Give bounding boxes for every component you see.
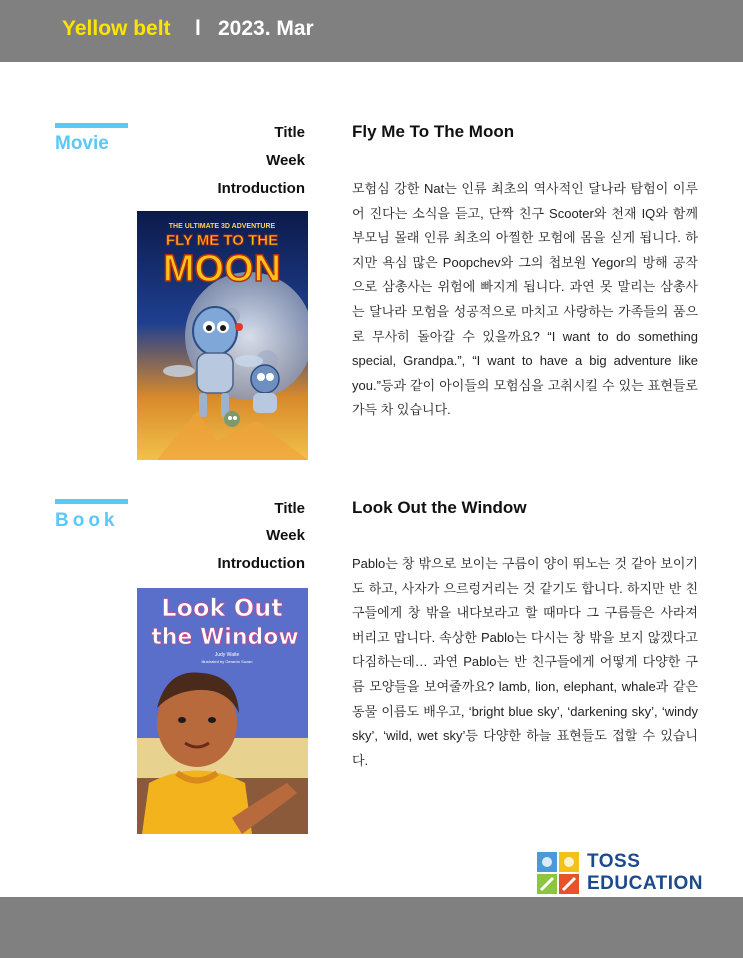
footer-bar [0,897,743,958]
movie-poster-tagline: THE ULTIMATE 3D ADVENTURE [168,223,276,230]
book-introduction: Pablo는 창 밖으로 보이는 구름이 양이 뛰노는 것 같아 보이기도 하고, 사자가 으르렁거리는 것 같기도 합니다. 하지만 반 친구들에게 창 밖을 내다보라고 할 때마다 그 구름들은 사라져 버리고 맙니다. 속상한 Pablo는 다시는 창 밖을 보지 않겠다고 다짐하는데… 과연 Pablo는 반 친구들에게 어떻게 다양한 구름 모양들을 보여줄까요? lamb, lion, elephant, whale과 같은 동물 이름도 배우고, ‘bright blue sky’, ‘darkening sky’, ‘windy sky’, ‘wild, wet sky’등 다양한 하늘 표현들도 접할 수 있습니다. [352,556,698,768]
header-bar [0,0,743,62]
belt-level: Yellow belt [62,17,171,40]
book-cover-illustrator: Illustrated by Gerardo Suzan [201,659,253,664]
movie-poster-title-line1: FLY ME TO THE [165,232,279,249]
movie-cover-image [137,211,308,460]
movie-introduction-label: Introduction [217,180,305,197]
book-title: Look Out the Window [352,498,527,517]
book-section-label: Book [55,510,119,531]
book-cover-image [137,588,308,834]
movie-introduction: 모험심 강한 Nat는 인류 최초의 역사적인 달나라 탐험이 이루어 진다는 소식을 듣고, 단짝 친구 Scooter와 천재 IQ와 함께 부모님 몰래 인류 최초의 아찔한 모험에 몸을 싣게 됩니다. 하지만 욕심 많은 Poopchev와 그의 첩보원 Yegor의 방해 공작으로 삼총사는 위험에 빠지게 됩니다. 과연 못 말리는 삼총사는 달나라 모험을 성공적으로 마치고 사랑하는 가족들의 품으로 무사히 돌아갈 수 있을까요? “I want to do something special, Grandpa.”, “I want to have a big adventure like you.”등과 같이 아이들의 모험심을 고취시킬 수 있는 표현들로 가득 차 있습니다. [352,181,698,418]
movie-section-rule [55,123,128,128]
movie-poster [137,211,308,460]
book-cover-title-line2: the Window [151,625,299,650]
book-cover [137,588,308,834]
movie-title: Fly Me To The Moon [352,122,515,141]
book-cover-title-line1: Look Out [161,594,283,622]
movie-section-label: Movie [55,133,109,154]
header-separator: l [195,17,201,40]
movie-poster-title-line2: MOON [162,248,282,290]
toss-logo-mark-icon [537,852,579,894]
book-week-label: Week [266,527,305,544]
book-introduction-label: Introduction [217,555,305,572]
header-date: 2023. Mar [218,17,314,40]
book-title-label: Title [274,500,305,517]
movie-title-label: Title [274,124,305,141]
book-cover-author: Judy Waite [214,652,240,658]
logo-text-line1: TOSS [587,851,641,872]
toss-education-logo [537,851,712,897]
logo-text-line2: EDUCATION [587,873,704,894]
book-section-rule [55,499,128,504]
movie-week-label: Week [266,152,305,169]
